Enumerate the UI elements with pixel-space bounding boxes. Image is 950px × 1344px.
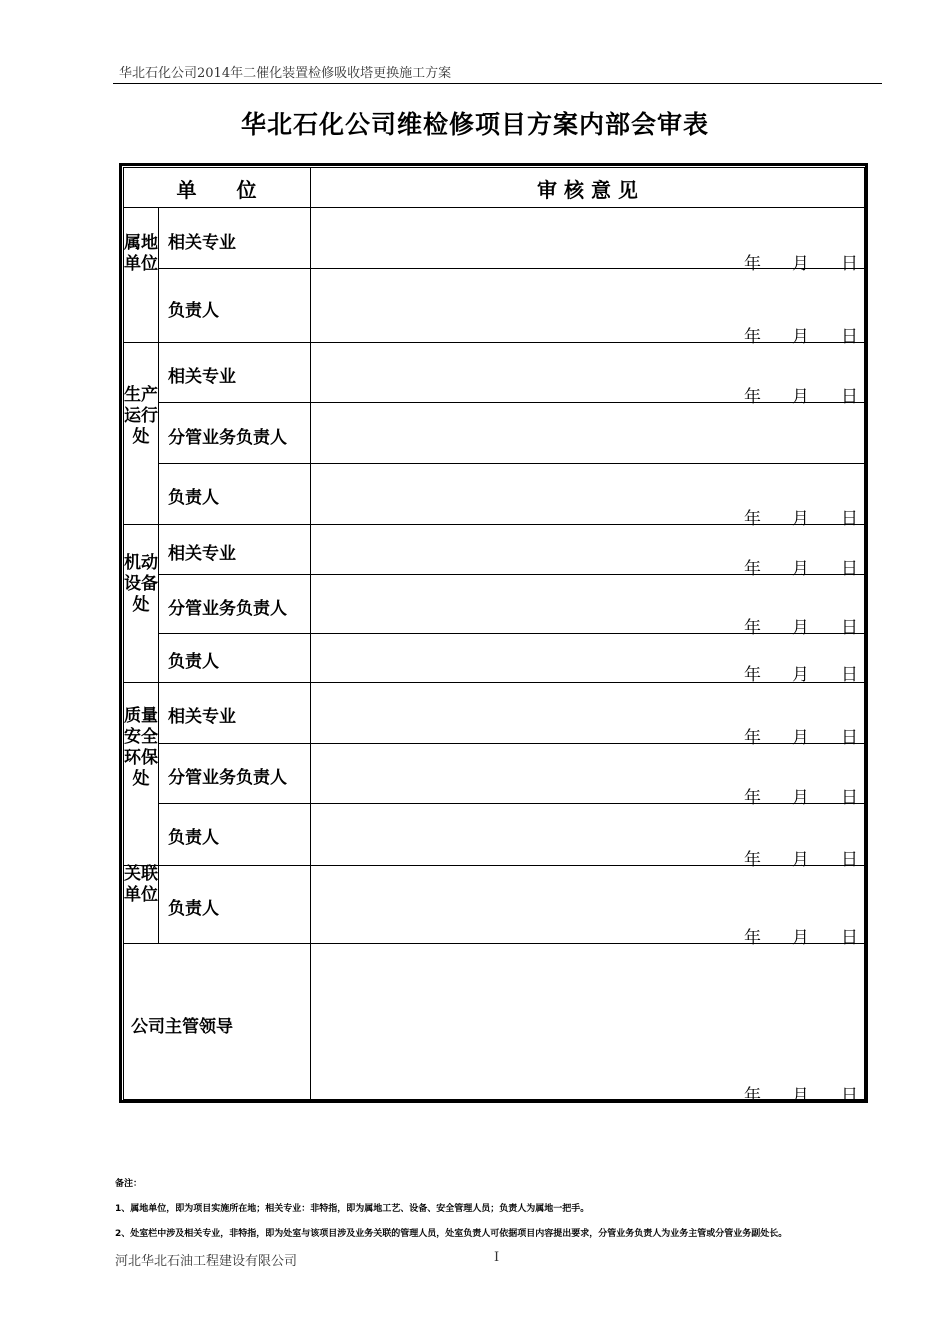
date-day: 日 xyxy=(841,387,858,407)
date-year: 年 xyxy=(744,728,761,748)
date-month: 月 xyxy=(792,387,809,407)
date-day: 日 xyxy=(841,850,858,870)
date-day: 日 xyxy=(841,327,858,347)
date-year: 年 xyxy=(744,850,761,870)
date-year: 年 xyxy=(744,509,761,529)
role-label: 负责人 xyxy=(168,899,219,919)
role-label: 负责人 xyxy=(168,488,219,508)
role-label: 负责人 xyxy=(168,652,219,672)
date-month: 月 xyxy=(792,1086,809,1106)
date-day: 日 xyxy=(841,928,858,948)
date-month: 月 xyxy=(792,665,809,685)
role-label: 分管业务负责人 xyxy=(168,768,287,788)
page-header: 华北石化公司2014年二催化装置检修吸收塔更换施工方案 xyxy=(119,66,452,81)
date-day: 日 xyxy=(841,254,858,274)
column-divider xyxy=(158,207,159,943)
date-day: 日 xyxy=(841,509,858,529)
role-label: 分管业务负责人 xyxy=(168,428,287,448)
unit-column-header: 单 位 xyxy=(176,178,257,202)
date-year: 年 xyxy=(744,665,761,685)
date-year: 年 xyxy=(744,327,761,347)
note-item: 2、处室栏中涉及相关专业，非特指，即为处室与该项目涉及业务关联的管理人员，处室负责人可依据项目内容提出要求，分管业务负责人为业务主管或分管业务副处长。 xyxy=(115,1229,788,1239)
unit-label-equipment: 机动设备处 xyxy=(124,553,158,615)
unit-label-production: 生产运行处 xyxy=(124,385,158,447)
date-year: 年 xyxy=(744,928,761,948)
date-month: 月 xyxy=(792,928,809,948)
role-label: 相关专业 xyxy=(168,367,236,387)
date-day: 日 xyxy=(841,1086,858,1106)
footer-company: 河北华北石油工程建设有限公司 xyxy=(115,1254,298,1269)
opinion-column-header: 审 核 意 见 xyxy=(537,178,638,202)
notes-title: 备注： xyxy=(115,1179,143,1189)
role-label: 分管业务负责人 xyxy=(168,599,287,619)
column-divider xyxy=(310,167,311,1100)
date-month: 月 xyxy=(792,788,809,808)
date-year: 年 xyxy=(744,1086,761,1106)
date-month: 月 xyxy=(792,618,809,638)
date-month: 月 xyxy=(792,254,809,274)
date-day: 日 xyxy=(841,618,858,638)
leader-label: 公司主管领导 xyxy=(131,1017,233,1037)
date-month: 月 xyxy=(792,327,809,347)
date-month: 月 xyxy=(792,850,809,870)
role-label: 相关专业 xyxy=(168,544,236,564)
date-year: 年 xyxy=(744,559,761,579)
date-day: 日 xyxy=(841,728,858,748)
date-year: 年 xyxy=(744,618,761,638)
page-number: I xyxy=(494,1250,500,1265)
unit-label-territorial: 属地单位 xyxy=(124,233,158,274)
header-rule xyxy=(113,83,882,84)
role-label: 负责人 xyxy=(168,828,219,848)
date-year: 年 xyxy=(744,788,761,808)
role-label: 负责人 xyxy=(168,301,219,321)
row-divider xyxy=(158,463,865,464)
form-title: 华北石化公司维检修项目方案内部会审表 xyxy=(240,110,709,139)
date-day: 日 xyxy=(841,665,858,685)
date-month: 月 xyxy=(792,728,809,748)
role-label: 相关专业 xyxy=(168,233,236,253)
date-month: 月 xyxy=(792,559,809,579)
date-month: 月 xyxy=(792,509,809,529)
date-day: 日 xyxy=(841,788,858,808)
date-year: 年 xyxy=(744,254,761,274)
row-divider xyxy=(123,207,865,208)
date-day: 日 xyxy=(841,559,858,579)
role-label: 相关专业 xyxy=(168,707,236,727)
date-year: 年 xyxy=(744,387,761,407)
note-item: 1、属地单位，即为项目实施所在地；相关专业：非特指，即为属地工艺、设备、安全管理人员；负责人为属地一把手。 xyxy=(115,1204,590,1214)
unit-label-hse: 质量安全环保处 xyxy=(124,706,158,789)
unit-label-related: 关联单位 xyxy=(124,864,158,905)
